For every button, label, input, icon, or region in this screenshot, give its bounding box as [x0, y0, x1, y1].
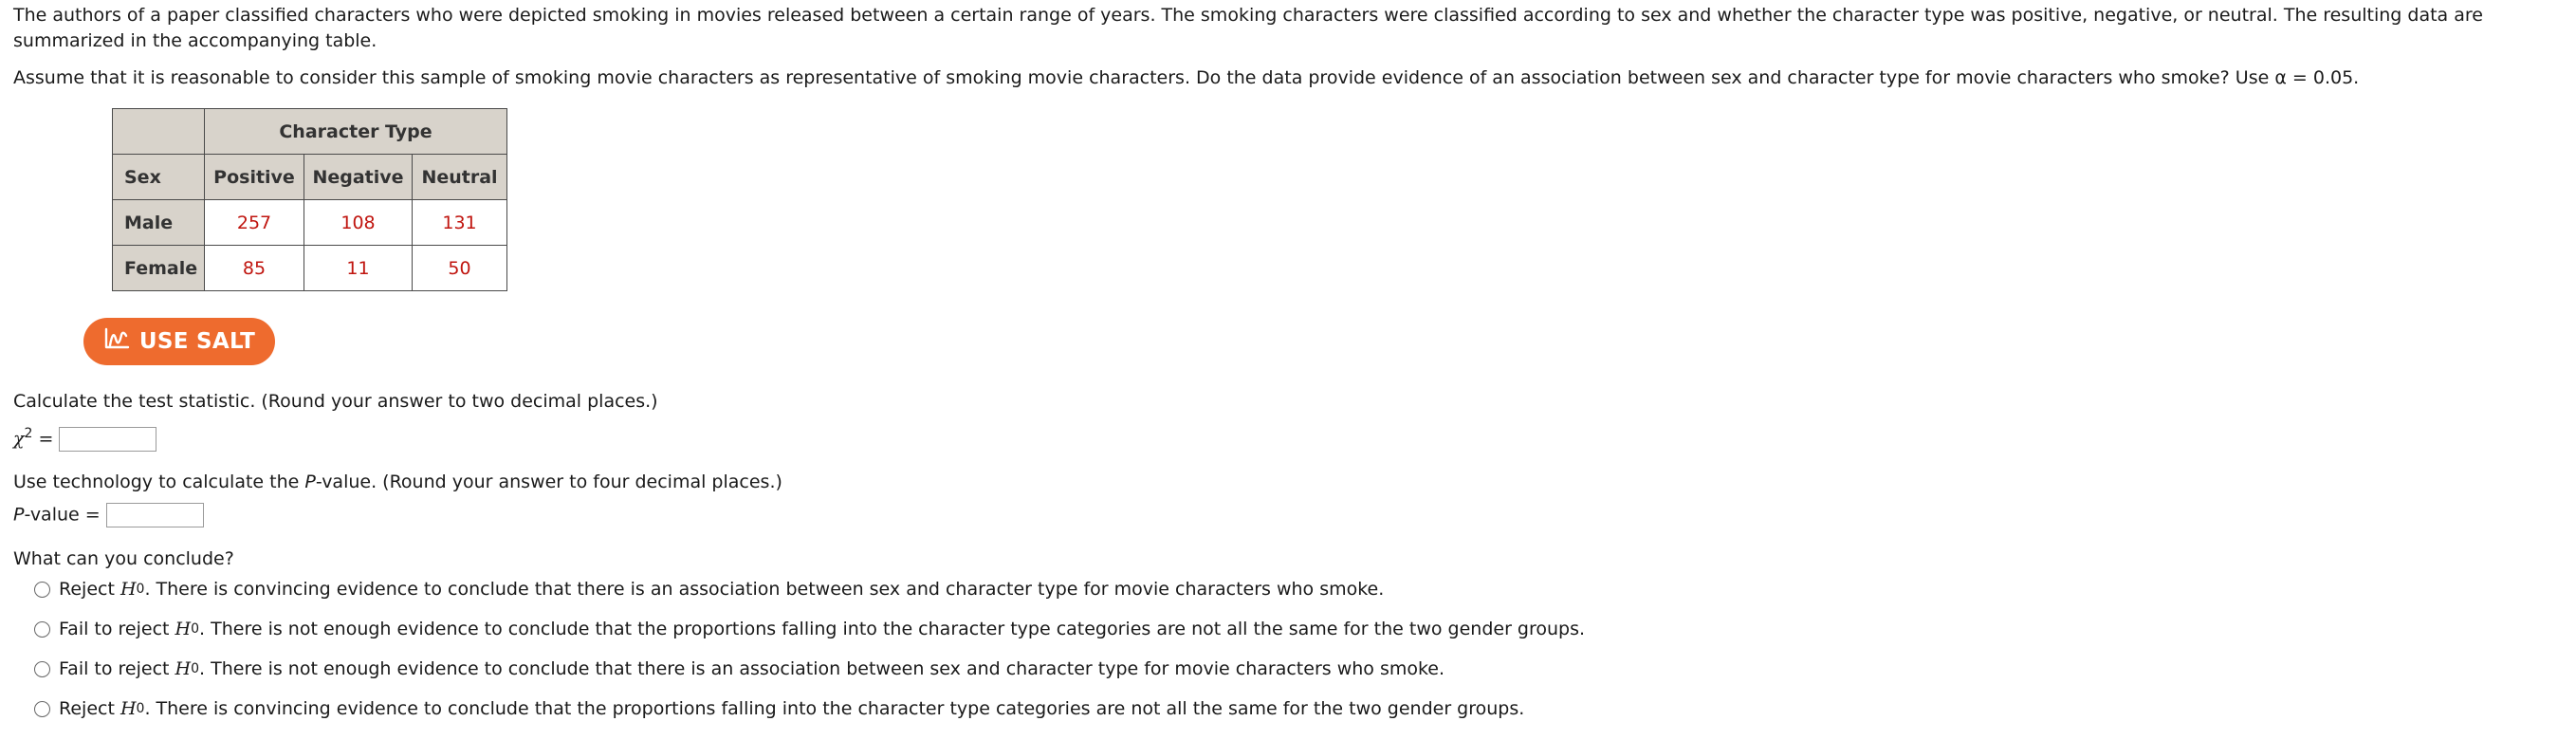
conclusion-option[interactable]: [34, 658, 1444, 679]
cell-male-positive: 257: [205, 200, 304, 246]
h-subscript: 0: [191, 661, 200, 676]
conclusion-option[interactable]: [34, 619, 1585, 639]
table-row: [113, 200, 507, 246]
cell-female-negative: 11: [304, 246, 413, 291]
h-symbol: H: [175, 658, 192, 679]
h-symbol: H: [120, 579, 137, 600]
p-value-input[interactable]: [106, 503, 204, 527]
h-subscript: 0: [136, 582, 145, 597]
radio-button[interactable]: [34, 582, 50, 598]
use-salt-button[interactable]: [83, 318, 275, 365]
h-subscript: 0: [191, 621, 200, 637]
chi-square-input[interactable]: [59, 427, 156, 452]
chi-square-row: [13, 426, 156, 452]
sex-header: Sex: [113, 155, 205, 200]
chi-symbol: χ: [13, 428, 25, 450]
option-lead: Fail to reject: [59, 658, 170, 679]
row-label-female: Female: [113, 246, 205, 291]
radio-button[interactable]: [34, 701, 50, 717]
option-text: . There is not enough evidence to conclude that there is an association between sex and character type for movie characters who smoke.: [199, 658, 1445, 679]
q1-prompt: Calculate the test statistic. (Round your answer to two decimal places.): [13, 391, 658, 412]
cell-male-neutral: 131: [413, 200, 507, 246]
p-value-row: [13, 503, 204, 527]
column-header-negative: Negative: [304, 155, 413, 200]
q2-prompt-text-end: -value. (Round your answer to four decimal places.): [315, 472, 782, 492]
conclusion-option[interactable]: [34, 579, 1384, 600]
p-value-label-italic: P: [13, 504, 25, 526]
q2-prompt: [13, 472, 782, 492]
option-lead: Reject: [59, 698, 115, 719]
table-corner: [113, 109, 205, 155]
intro-paragraph-1: The authors of a paper classified characters who were depicted smoking in movies released between a certain range of years. The smoking characters were classified according to sex and whether the character type was positive, negative, or neutral. The resulting data are summarized in the accompanying table.: [13, 5, 2483, 51]
column-header-neutral: Neutral: [413, 155, 507, 200]
chi-superscript: 2: [24, 426, 33, 441]
option-lead: Reject: [59, 579, 115, 600]
q2-prompt-italic: P: [304, 472, 316, 492]
table-row: [113, 246, 507, 291]
h-symbol: H: [120, 698, 137, 719]
row-label-male: Male: [113, 200, 205, 246]
radio-button[interactable]: [34, 661, 50, 677]
conclusion-option[interactable]: [34, 698, 1524, 719]
q3-prompt: What can you conclude?: [13, 548, 234, 569]
option-lead: Fail to reject: [59, 619, 170, 639]
cell-female-neutral: 50: [413, 246, 507, 291]
h-subscript: 0: [136, 701, 145, 716]
equals-sign: =: [38, 428, 54, 450]
contingency-table: [112, 108, 507, 291]
h-symbol: H: [175, 619, 192, 639]
p-value-label: -value =: [24, 504, 101, 526]
use-salt-label: USE SALT: [138, 329, 256, 354]
salt-chart-icon: [103, 327, 130, 356]
character-type-header: Character Type: [205, 109, 507, 155]
option-text: . There is convincing evidence to conclude that the proportions falling into the character type categories are not all the same for the two gender groups.: [144, 698, 1525, 719]
intro-paragraph-2: Assume that it is reasonable to consider this sample of smoking movie characters as representative of smoking movie characters. Do the data provide evidence of an association between sex and character type for movie characters who smoke? Use α = 0.05.: [13, 67, 2360, 88]
option-text: . There is not enough evidence to conclude that the proportions falling into the character type categories are not all the same for the two gender groups.: [199, 619, 1586, 639]
column-header-positive: Positive: [205, 155, 304, 200]
cell-male-negative: 108: [304, 200, 413, 246]
cell-female-positive: 85: [205, 246, 304, 291]
option-text: . There is convincing evidence to conclude that there is an association between sex and character type for movie characters who smoke.: [144, 579, 1385, 600]
radio-button[interactable]: [34, 621, 50, 638]
q2-prompt-text: Use technology to calculate the: [13, 472, 305, 492]
